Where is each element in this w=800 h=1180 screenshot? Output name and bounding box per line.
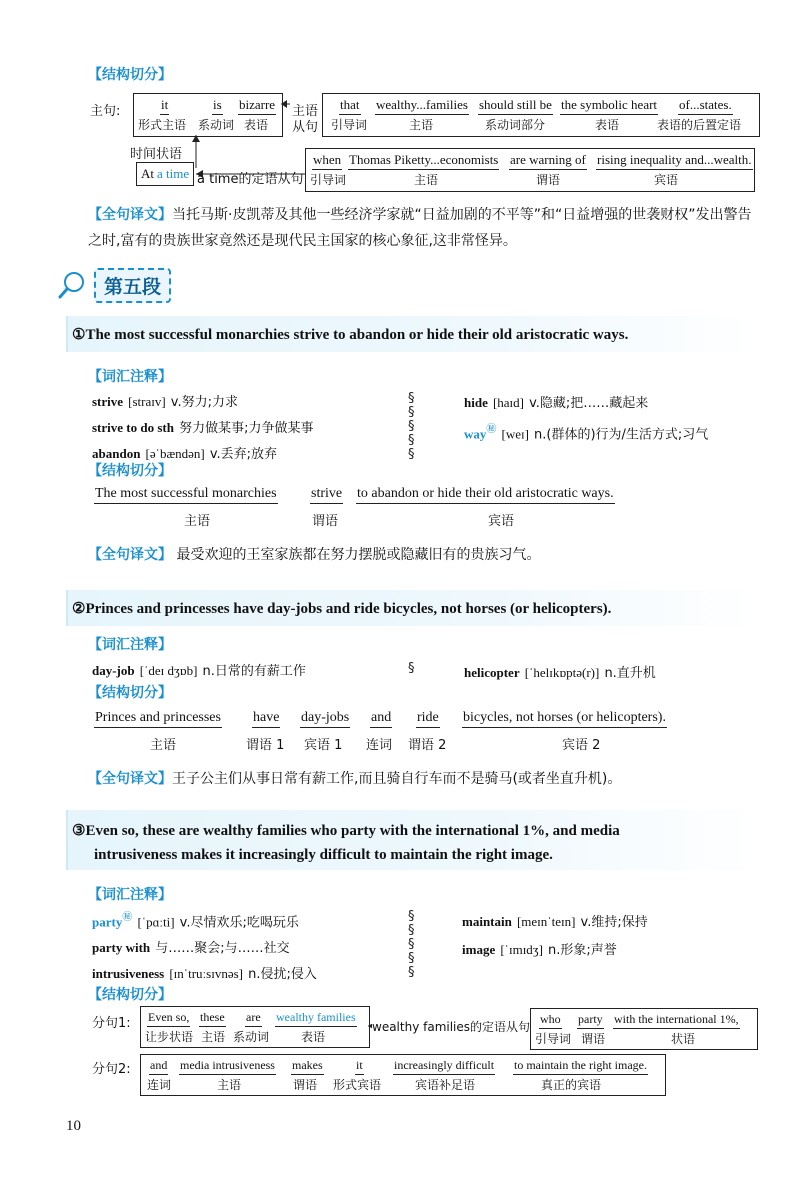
vocab-list-3-right [462, 908, 648, 964]
when-word-object: rising inequality and...wealth. [596, 152, 753, 170]
s1-role-object: 宾语 [488, 514, 515, 529]
c2-role-conj: 连词 [147, 1078, 172, 1092]
s2-part-verb-1: have [252, 710, 280, 728]
at-a-time-box [136, 162, 194, 186]
vocab-item: abandon [əˈbændən] v.丢弃;放弃 [92, 446, 278, 462]
sentence-2: ②Princes and princesses have day-jobs and ride bicycles, not horses (or helicopters). [72, 601, 612, 617]
vocab-item: way㊙ [weɪ] n.(群体的)行为/生活方式;习气 [464, 424, 709, 443]
sub-word-verb: should still be [478, 97, 553, 115]
s2-part-object-1: day-jobs [300, 710, 350, 728]
secret-mark-icon: ㊙ [122, 912, 133, 923]
c1-word-even-so: Even so, [147, 1010, 190, 1027]
c2-word-and: and [149, 1058, 168, 1075]
subject-clause-box [322, 93, 760, 137]
s2-part-object-2: bicycles, not horses (or helicopters). [462, 710, 667, 728]
c2-word-makes: makes [291, 1058, 324, 1075]
struct-tag-prev: 【结构切分】 [88, 67, 172, 83]
s1-role-subject: 主语 [184, 514, 211, 529]
when-word-subject: Thomas Piketty...economists [348, 152, 499, 170]
when-word-when: when [312, 152, 342, 170]
vocab-item: strive to do sth 努力做某事;力争做某事 [92, 420, 314, 436]
squiggle-divider: § [408, 661, 415, 676]
c2-role-real-object: 真正的宾语 [541, 1078, 602, 1092]
struct-tag-1: 【结构切分】 [88, 463, 172, 479]
when-clause-box [305, 148, 755, 192]
secret-mark-icon: ㊙ [486, 424, 497, 435]
vocab-list-2-left: day-job [ˈdeɪ dʒɒb] n.日常的有薪工作 [92, 663, 306, 679]
s2-part-subject: Princes and princesses [94, 710, 222, 728]
clause-2-box [140, 1054, 666, 1096]
c2-word-it: it [355, 1058, 364, 1075]
vocab-list-2-right: helicopter [ˈhelɪkɒptə(r)] n.直升机 [464, 665, 656, 681]
main-word-is: is [212, 97, 223, 115]
rel-word-with: with the international 1%, [613, 1012, 740, 1029]
subject-clause-label: 主语 从句 [292, 104, 319, 135]
s2-role-verb-2: 谓语 2 [408, 738, 447, 753]
s2-role-object-1: 宾语 1 [304, 738, 343, 753]
vocab-tag-2: 【词汇注释】 [88, 637, 172, 653]
rel-role-adverbial: 状语 [671, 1032, 696, 1046]
page-number: 10 [66, 1118, 81, 1134]
c2-role-verb: 谓语 [293, 1078, 318, 1092]
when-role-verb: 谓语 [536, 173, 561, 187]
vocab-tag-3: 【词汇注释】 [88, 887, 172, 903]
structure-2 [94, 710, 754, 758]
struct-tag-2: 【结构切分】 [88, 685, 172, 701]
c1-attributive-label: wealthy families的定语从句 [372, 1020, 531, 1034]
clause-1-relative-box [530, 1008, 758, 1050]
sub-role-verb: 系动词部分 [485, 118, 546, 132]
s2-part-conj: and [370, 710, 392, 728]
vocab-item: party㊙ [ˈpɑːti] v.尽情欢乐;吃喝玩乐 [92, 912, 299, 931]
squiggle-divider: § § § § § [408, 391, 415, 462]
when-role-object: 宾语 [654, 173, 679, 187]
time-adverbial-label: 时间状语 [130, 147, 183, 162]
sub-role-subject: 主语 [409, 118, 434, 132]
c1-role-concession: 让步状语 [145, 1030, 194, 1044]
c1-role-predicative: 表语 [301, 1030, 326, 1044]
main-role-predicative: 表语 [244, 118, 269, 132]
vocab-item: hide [haɪd] v.隐藏;把……藏起来 [464, 395, 649, 411]
rel-word-who: who [539, 1012, 562, 1029]
vocab-list-1-left [92, 389, 313, 467]
when-role-subject: 主语 [414, 173, 439, 187]
sentence-3: ③Even so, these are wealthy families who party with the international 1%, and media intrusiveness makes it increasingly difficult to maintain the right image. [72, 823, 620, 863]
rel-word-party: party [577, 1012, 604, 1029]
rel-role-introducer: 引导词 [535, 1032, 572, 1046]
vocab-item: party with 与……聚会;与……社交 [92, 940, 290, 957]
section-title: 第五段 [94, 268, 171, 303]
sentence-1: ①The most successful monarchies strive to abandon or hide their old aristocratic ways. [72, 327, 629, 343]
prev-translation: 【全句译文】当托马斯·皮凯蒂及其他一些经济学家就“日益加剧的不平等”和“日益增强的世袭财权”发出警告之时,富有的贵族世家竟然还是现代民主国家的核心象征,这非常怪异。 [88, 207, 752, 249]
s2-role-conj: 连词 [366, 738, 393, 753]
sub-role-postmodifier: 表语的后置定语 [657, 118, 742, 132]
vocab-list-1-right [464, 389, 708, 448]
vocab-list-3-left [92, 906, 317, 987]
when-word-verb: are warning of [509, 152, 587, 170]
magnifier-icon [56, 268, 90, 302]
s2-role-subject: 主语 [150, 738, 177, 753]
c1-word-are: are [245, 1010, 262, 1027]
c2-role-complement: 宾语补足语 [415, 1078, 476, 1092]
at-word: At [141, 166, 154, 181]
c2-word-subject: media intrusiveness [179, 1058, 276, 1075]
vocab-item: maintain [meɪnˈteɪn] v.维持;保持 [462, 914, 648, 930]
c1-role-linking-verb: 系动词 [233, 1030, 270, 1044]
sub-role-predicative: 表语 [595, 118, 620, 132]
main-clause-label: 主句: [90, 104, 121, 119]
a-time-word: a time [157, 166, 190, 181]
s1-part-subject: The most successful monarchies [94, 486, 278, 504]
c1-word-wealthy-families: wealthy families [275, 1010, 357, 1027]
vocab-tag-1: 【词汇注释】 [88, 369, 172, 385]
c2-role-subject: 主语 [217, 1078, 242, 1092]
sub-word-subject: wealthy...families [375, 97, 469, 115]
s2-role-object-2: 宾语 2 [562, 738, 601, 753]
vocab-item: strive [straɪv] v.努力;力求 [92, 394, 238, 410]
c2-word-complement: increasingly difficult [393, 1058, 495, 1075]
s1-translation: 【全句译文】 最受欢迎的王室家族都在努力摆脱或隐藏旧有的贵族习气。 [88, 547, 541, 563]
sub-word-postmodifier: of...states. [678, 97, 733, 115]
sub-word-that: that [339, 97, 361, 115]
when-role-introducer: 引导词 [310, 173, 347, 187]
s1-part-object: to abandon or hide their old aristocratic ways. [356, 486, 615, 504]
sub-role-introducer: 引导词 [331, 118, 368, 132]
squiggle-divider: § § § § § [408, 909, 415, 980]
rel-role-verb: 谓语 [581, 1032, 606, 1046]
s1-role-verb: 谓语 [312, 514, 339, 529]
structure-1 [94, 486, 754, 534]
main-role-formal-subject: 形式主语 [138, 118, 187, 132]
s2-role-verb-1: 谓语 1 [246, 738, 285, 753]
sub-word-predicative: the symbolic heart [560, 97, 658, 115]
s2-translation: 【全句译文】王子公主们从事日常有薪工作,而且骑自行车而不是骑马(或者坐直升机)。 [88, 771, 622, 787]
vocab-item: intrusiveness [ɪnˈtruːsɪvnəs] n.侵扰;侵入 [92, 966, 317, 983]
main-role-linking-verb: 系动词 [198, 118, 235, 132]
c1-role-subject: 主语 [201, 1030, 226, 1044]
main-word-bizarre: bizarre [238, 97, 276, 115]
c2-role-formal-object: 形式宾语 [333, 1078, 382, 1092]
c1-word-these: these [199, 1010, 226, 1027]
clause-1-label: 分句1: [92, 1016, 131, 1031]
main-word-it: it [160, 97, 169, 115]
attributive-clause-label: a time的定语从句 [197, 172, 304, 187]
vocab-item: image [ˈɪmɪdʒ] n.形象;声誉 [462, 942, 617, 958]
s1-part-verb: strive [310, 486, 343, 504]
c2-word-real-object: to maintain the right image. [513, 1058, 648, 1075]
struct-tag-3: 【结构切分】 [88, 987, 172, 1003]
clause-2-label: 分句2: [92, 1062, 131, 1077]
s2-part-verb-2: ride [416, 710, 440, 728]
